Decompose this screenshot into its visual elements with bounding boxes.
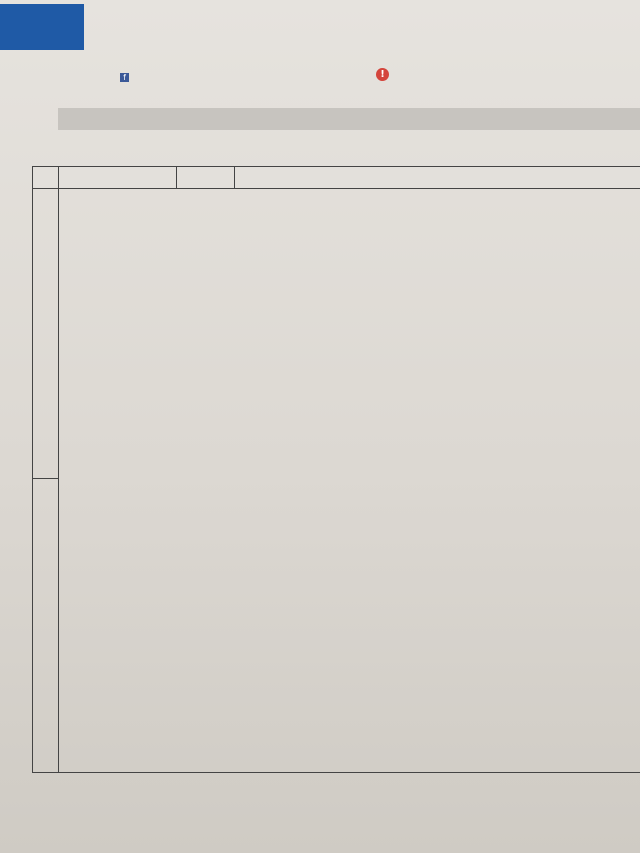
col-header-strain (177, 167, 235, 189)
dila-logo (0, 4, 84, 50)
side-note (2, 600, 26, 850)
section-title (58, 108, 640, 130)
facebook-icon: f (120, 73, 129, 82)
col-header-mutations (59, 167, 177, 189)
header-corner (33, 167, 59, 189)
contacts-line (108, 70, 132, 83)
col-header-features (235, 167, 640, 189)
group-voc (33, 189, 59, 479)
variants-table (32, 166, 640, 773)
info-icon: ! (376, 68, 389, 81)
group-voi (33, 479, 59, 772)
